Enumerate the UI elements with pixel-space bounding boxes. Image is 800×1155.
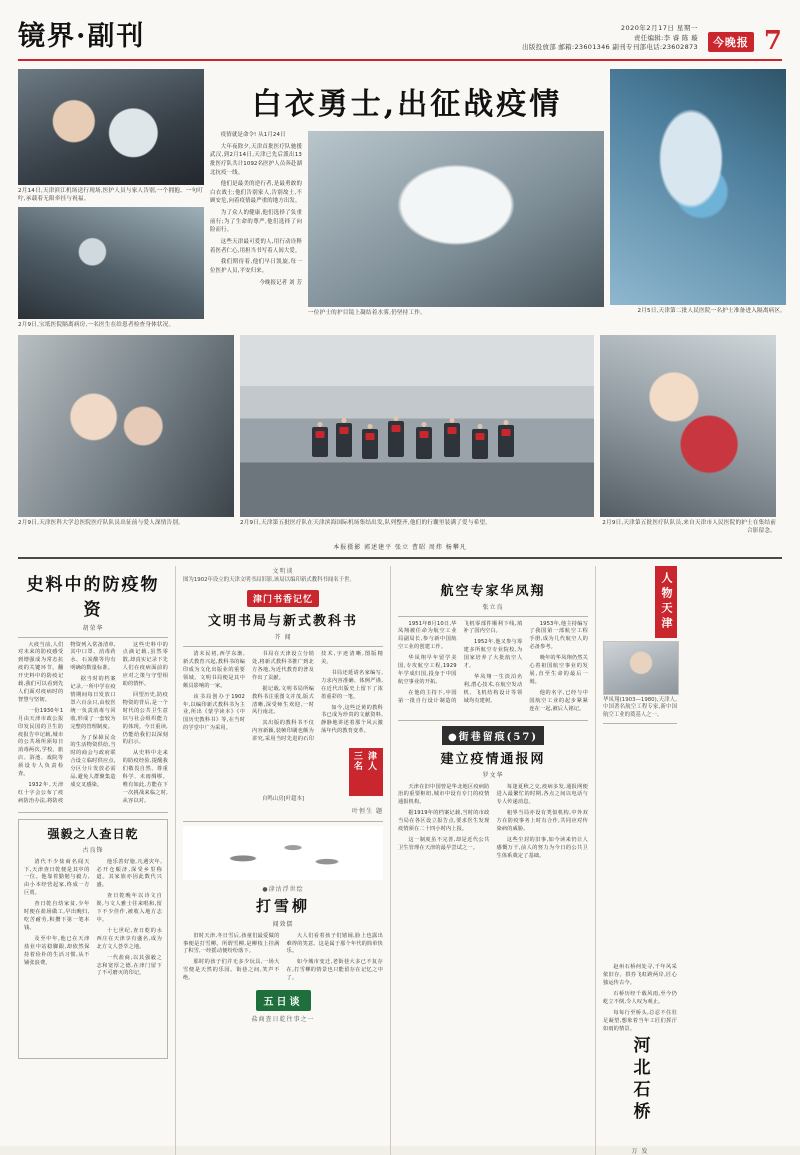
article-title: 打雪柳 <box>255 896 310 915</box>
article-body <box>183 933 383 986</box>
photo-caption: 2月14日,天津滨江机场送行现场,医护人员与家人告别,一个拥抱、一句叮咛,承载着无限牵挂与祝福。 <box>18 188 204 203</box>
rule <box>18 637 168 638</box>
paragraph: 清代不少盐商名闻天下,天津查日乾便是其中的一位。他靠着勤勉与毅力,由小本经营起家,终成一方巨贾。 <box>24 858 90 897</box>
series-header: ●街巷留痕(57) <box>442 726 544 745</box>
five-day-badge: 五日谈 <box>256 990 311 1011</box>
paragraph: 书局在天津设立分销处,将新式教科书推广到北方各地,为近代教育的普及作出了贡献。 <box>252 651 314 681</box>
willow-illustration <box>183 826 383 880</box>
seal-caption: 自鸣山房[叶超本] <box>262 796 304 803</box>
paragraph: 1951年8月10日,华凤翔被任命为航空工业局副局长,参与新中国航空工业的创建工作。 <box>398 620 457 651</box>
article-kicker: ●津沽浮世绘 <box>262 885 304 893</box>
article-persistence <box>18 819 168 1059</box>
paragraph: 那时的孩子们并无多少玩具,一场大雪便是天然的乐园。街巷之间,笑声不绝。 <box>183 959 280 982</box>
paragraph: 这些史料中的点滴记载,虽然零散,却真实记录下先人们在疫病面前的应对之策与守望相助的情怀。 <box>122 641 168 688</box>
feature-headline: 白衣勇士,出征战疫情 <box>251 87 563 122</box>
series-badge: 津门书香记忆 <box>247 590 319 607</box>
photo-row-2 <box>18 335 782 535</box>
article-body <box>398 784 588 861</box>
photo-caption: 2月9日,天津医科大学总医院医疗队队员出征前与爱人深情告别。 <box>18 520 184 527</box>
paragraph: 这些尘封的旧事,如今读来仍让人感慨万千,前人的努力为今日的公共卫生体系奠定了基础。 <box>496 836 588 859</box>
paragraph: 大疫当前,人们对未来的防疫感受到增强成为常态抗疫的关键环节。翻开史料中的防疫记载,我们可以看到先人们面对疫病时的智慧与坚韧。 <box>18 641 64 703</box>
right-rail <box>603 566 677 1155</box>
seal-signature: 叶恒生 题 <box>352 807 383 815</box>
rule <box>18 812 168 813</box>
column-divider <box>595 566 596 1155</box>
masthead-date: 2020年2月17日 星期一 <box>620 23 698 32</box>
article-body <box>183 651 383 744</box>
photo-cell-couple <box>18 335 234 535</box>
photo-col-right <box>610 69 786 329</box>
article-willow <box>183 826 383 1023</box>
paragraph: 石桥历经千载风雨,至今仍屹立不倒,令人叹为观止。 <box>603 990 677 1005</box>
photo-col-left <box>18 69 204 329</box>
paragraph: 1953年,他主持编写了我国第一部航空工程手册,成为几代航空人的必备参考。 <box>529 620 588 651</box>
lead-paragraph: 大年夜除夕,天津首批医疗队驰援武汉,到2月14日,天津已先后派出13批医疗队共计1092名医护人员奔赴湖北抗疫一线。 <box>210 143 302 176</box>
paragraph: 在他的主持下,中国第一批自行设计制造的飞机零部件顺利下线,填补了国内空白。 <box>398 620 523 704</box>
lead-paragraph: 疫情就是命令! 从1月24日 <box>220 132 286 138</box>
column-divider <box>390 566 391 1155</box>
photo-team-airport <box>240 335 594 517</box>
page-number: 7 <box>763 25 782 56</box>
rule <box>183 821 383 822</box>
photo-farewell-airport <box>18 69 204 185</box>
paragraph: 他乐善好施,凡遇灾年,必开仓赈济,深受乡里称道。其家族亦因此数代兴盛。 <box>96 858 162 889</box>
photo-doctor-checking <box>18 207 204 319</box>
paragraph: 旧时天津,冬日雪后,孩童们最爱做的事便是打雪柳。所谓雪柳,是柳枝上挂满了积雪,一经摇动便纷纷落下。 <box>183 932 280 955</box>
article-body <box>18 642 168 806</box>
masthead-meta <box>522 24 698 53</box>
article-title: 建立疫情通报网 <box>440 751 546 767</box>
lead-paragraph: 我们期待着,他们早日凯旋,每一位医护人员,平安归来。 <box>210 259 302 274</box>
article-author: 张立良 <box>482 603 504 611</box>
photo-cell-team <box>240 335 594 535</box>
section-divider <box>18 557 782 559</box>
paragraph: 如今城市变迁,老街巷大多已不复存在,打雪柳的情景也只能留存在记忆之中了。 <box>286 959 383 982</box>
five-day-caption: 盐商查日乾往事之一 <box>251 1016 315 1024</box>
person-badge: 人物天津 <box>655 566 677 638</box>
photo-caption: 一位护士的护目镜上凝结着水雾,仍坚持工作。 <box>308 310 426 316</box>
article-book-shop <box>183 566 383 1155</box>
paragraph: 1932年,天津红十字会公布了疫病防治办法,将防疫物资列入常备清单,其中口罩、消毒药水、石炭酸等均有明确的数量标准。 <box>18 641 116 804</box>
photo-caption: 2月5日,天津第二批人民医院一名护士准备进入隔离病区。 <box>637 308 786 314</box>
photo-caption: 2月9日,宝坻医院隔离病房,一名医生在给患者检查身体状况。 <box>18 322 175 329</box>
paragraph: 从史料中走来的防疫经验,提醒我们敬畏自然、尊重科学、未雨绸缪。唯有如此,方能在下一次挑战来临之时,从容以对。 <box>122 750 168 804</box>
photo-col-mid <box>210 69 604 329</box>
article-author: 万 发 <box>631 1148 649 1155</box>
lead-signature: 今晚报记者 刘 芳 <box>259 279 302 286</box>
photo-goggles-eye <box>308 131 604 307</box>
masthead <box>18 14 782 61</box>
paragraph: 为了保障民众的生活物资供给,当时的商会与政府联合设立临时供应点,分区分片发放必需品,避免人群聚集造成交叉感染。 <box>70 734 116 788</box>
photo-caption: 2月9日,天津第五批医疗队队员,来自天津市人民医院的护士在集结前合影留念。 <box>602 520 776 535</box>
paragraph: 查日乾自幼家贫,少年时便在盐场做工,早出晚归,吃苦耐劳,积攒下第一笔本钱。 <box>24 901 90 931</box>
paragraph: 据记载,文明书局所编教科书注重图文并茂,版式清晰,深受师生欢迎,一时风行南北。 <box>252 685 314 716</box>
article-title: 航空专家华凤翔 <box>440 583 546 599</box>
article-title: 强毅之人查日乾 <box>47 826 139 841</box>
paragraph: 据当时的档案记录,一所中学在疫情期间每日发放口罩六百余只,由校医统一负责消毒与回收,形成了一套较为完整的管理制度。 <box>70 676 116 730</box>
paragraph: 一代盐商,以其强毅之志和宽厚之德,在津门留下了不可磨灭的印记。 <box>96 954 162 977</box>
article-body <box>24 859 162 979</box>
page-title: 镜界·副刊 <box>18 21 146 52</box>
article-title: 文明书局与新式教科书 <box>207 614 358 630</box>
portrait-caption: 华凤翔(1903—1980),天津人,中国著名航空工程专家,新中国航空工业的奠基人之一。 <box>603 696 677 718</box>
photo-nurse-backpack <box>600 335 776 517</box>
article-author: 罗文华 <box>482 771 504 779</box>
photo-couple-kiss <box>18 335 234 517</box>
rule <box>183 646 383 647</box>
paragraph: 1952年,他又参与筹建多所航空专业院校,为国家培养了大批航空人才。 <box>463 639 523 670</box>
paragraph: 十七世纪,查日乾的水西庄在天津享有盛名,成为北方文人荟萃之地。 <box>96 927 162 950</box>
paragraph: 如今,这些泛黄的教科书已成为珍贵的文献资料,静静地讲述着那个风云激荡年代的教育变革。 <box>321 704 383 735</box>
paragraph: 书局还延请名家编写,力求内容准确、体例严谨,在近代出版史上留下了浓墨重彩的一笔。 <box>321 669 383 700</box>
paragraph: 这一制度虽不完善,却是近代公共卫生管理在天津的最早尝试之一。 <box>398 836 490 851</box>
article-history-supplies <box>18 566 168 1155</box>
article-aviation-expert <box>398 566 588 1155</box>
article-kicker: 文明谈 <box>272 567 294 575</box>
masthead-editors: 责任编辑:李 睿 陈 璇 <box>633 33 698 42</box>
article-alley-memory <box>398 725 588 861</box>
column-divider <box>175 566 176 1155</box>
photo-cell-backpack <box>600 335 776 535</box>
photo-nurse-portrait <box>610 69 786 305</box>
masthead-right <box>522 23 782 56</box>
lower-section <box>18 566 782 1155</box>
article-body <box>398 621 588 714</box>
paragraph: 其出版的教科书不仅内容新颖,装帧印刷也颇为讲究,采用当时先进的石印技术,字迹清晰,图版精美。 <box>252 651 383 743</box>
paragraph: 大人们看着孩子们嬉闹,脸上也露出难得的笑意。这是属于那个年代的简单快乐。 <box>286 932 383 955</box>
rule <box>398 720 588 721</box>
lead-paragraph: 这些天津最可爱的人,用行动诠释着医者仁心,用担当书写着人间大爱。 <box>210 239 302 254</box>
lead-text <box>210 131 302 317</box>
paragraph: 天津在旧中国曾是华北地区疫病防治的重要枢纽,城市中设有专门的疫情通报机构。 <box>398 783 490 806</box>
paragraph: 他的名字,已经与中国航空工业的起步紧紧连在一起,被后人铭记。 <box>529 689 588 712</box>
paragraph: 华凤翔早年留学美国,专攻航空工程,1929年学成归国,投身于中国航空事业的开拓。 <box>398 655 457 685</box>
rule <box>603 723 677 724</box>
article-author: 闻效儒 <box>272 920 294 928</box>
paragraph: 清末民初,西学东渐,新式教育兴起,教科书的编印成为文化出版业的重要领域。文明书局便是其中颇具影响的一家。 <box>183 651 245 689</box>
article-author: 芥 闻 <box>274 634 292 642</box>
photo-byline: 本报摄影 郭述建平 张立 曹昭 周炜 杨攀凡 <box>333 543 467 551</box>
photo-caption: 2月9日,天津第五批医疗队在天津滨海国际机场集结出发,队列整齐,他们的行囊里装满了爱与希望。 <box>240 520 491 527</box>
photo-row-1 <box>18 69 786 329</box>
seal-stamp: 三 津 名 人 <box>349 748 383 796</box>
article-author: 胡荣华 <box>82 624 104 632</box>
article-top-note: 图为1902年设立的天津文明书局旧影,该局以编印新式教科书闻名于世。 <box>183 576 355 583</box>
article-author: 古良锋 <box>82 846 104 854</box>
team-figures <box>240 335 594 517</box>
lead-paragraph: 为了众人的健康,他们选择了负重前行;为了生命的尊严,他们选择了向险而行。 <box>210 210 302 234</box>
paragraph: 据1919年的档案记载,当时的市政当局在各区设立报告点,要求医生发现疫情须在二十四小时内上报。 <box>398 810 490 833</box>
lead-paragraph: 他们是最美的逆行者,是最勇敢的白衣战士;他们告别家人,告别故土,不顾安危,向着疫情最严重的地方出发。 <box>210 181 302 205</box>
paragraph: 查日乾晚年以诗文自娱,与文人雅士往来唱和,留下不少佳作,被收入地方志中。 <box>96 893 162 924</box>
paragraph: 华凤翔一生淡泊名利,潜心技术,在航空发动机、飞机结构设计等领域均有建树。 <box>463 673 523 704</box>
masthead-contacts: 出版投放部 邮箱:23601346 副刊专刊部电话:23602873 <box>522 43 698 52</box>
paragraph: 赵州石桥何处寻,千年风采依旧存。拱券飞虹跨两岸,匠心独运传古今。 <box>603 964 677 987</box>
rule <box>398 616 588 617</box>
portrait-photo <box>603 641 679 695</box>
paragraph: 每每行至桥头,总忍不住驻足凝望,想象着当年工匠们挥汗如雨的情景。 <box>603 1009 677 1032</box>
nameplate: 今晚报 <box>708 32 754 52</box>
paragraph: 该书局创办于1902年,以编印新式教科书为主业,所出《蒙学读本》《中国历史教科书》等,在当时的学堂中广为采用。 <box>183 693 245 732</box>
paragraph: 租界当局亦设有类似机构,中外双方在防疫事务上时有合作,共同应对传染病的威胁。 <box>496 810 588 833</box>
article-stone-bridge <box>603 964 677 1033</box>
paragraph: 一份1930年1月由天津市政公报印发民国的卫生防疫报告中记载,城市的公共场所须每日消毒两次,学校、旅店、浴池、戏院等须设专人负责检查。 <box>18 707 64 778</box>
article-title: 河北石桥 <box>629 1036 650 1125</box>
paragraph: 晚年的华凤翔仍然关心着祖国航空事业的发展,直至生命的最后一刻。 <box>529 655 588 685</box>
article-title: 史料中的防疫物资 <box>26 574 160 620</box>
paragraph: 回望历史,防疫物资的背后,是一个时代的公共卫生意识与社会组织能力的体现。今日重读,仍能给我们以深刻的启示。 <box>122 691 168 746</box>
paragraph: 及至中年,他已在天津盐业中站稳脚跟,却依然保持着俭朴的生活习惯,从不铺张浪费。 <box>24 935 90 966</box>
paragraph: 每逢夏秋之交,疫病多发,通报网便进入最繁忙的时期,各点之间以电话与专人传递消息。 <box>496 783 588 806</box>
feature-section <box>18 69 786 551</box>
